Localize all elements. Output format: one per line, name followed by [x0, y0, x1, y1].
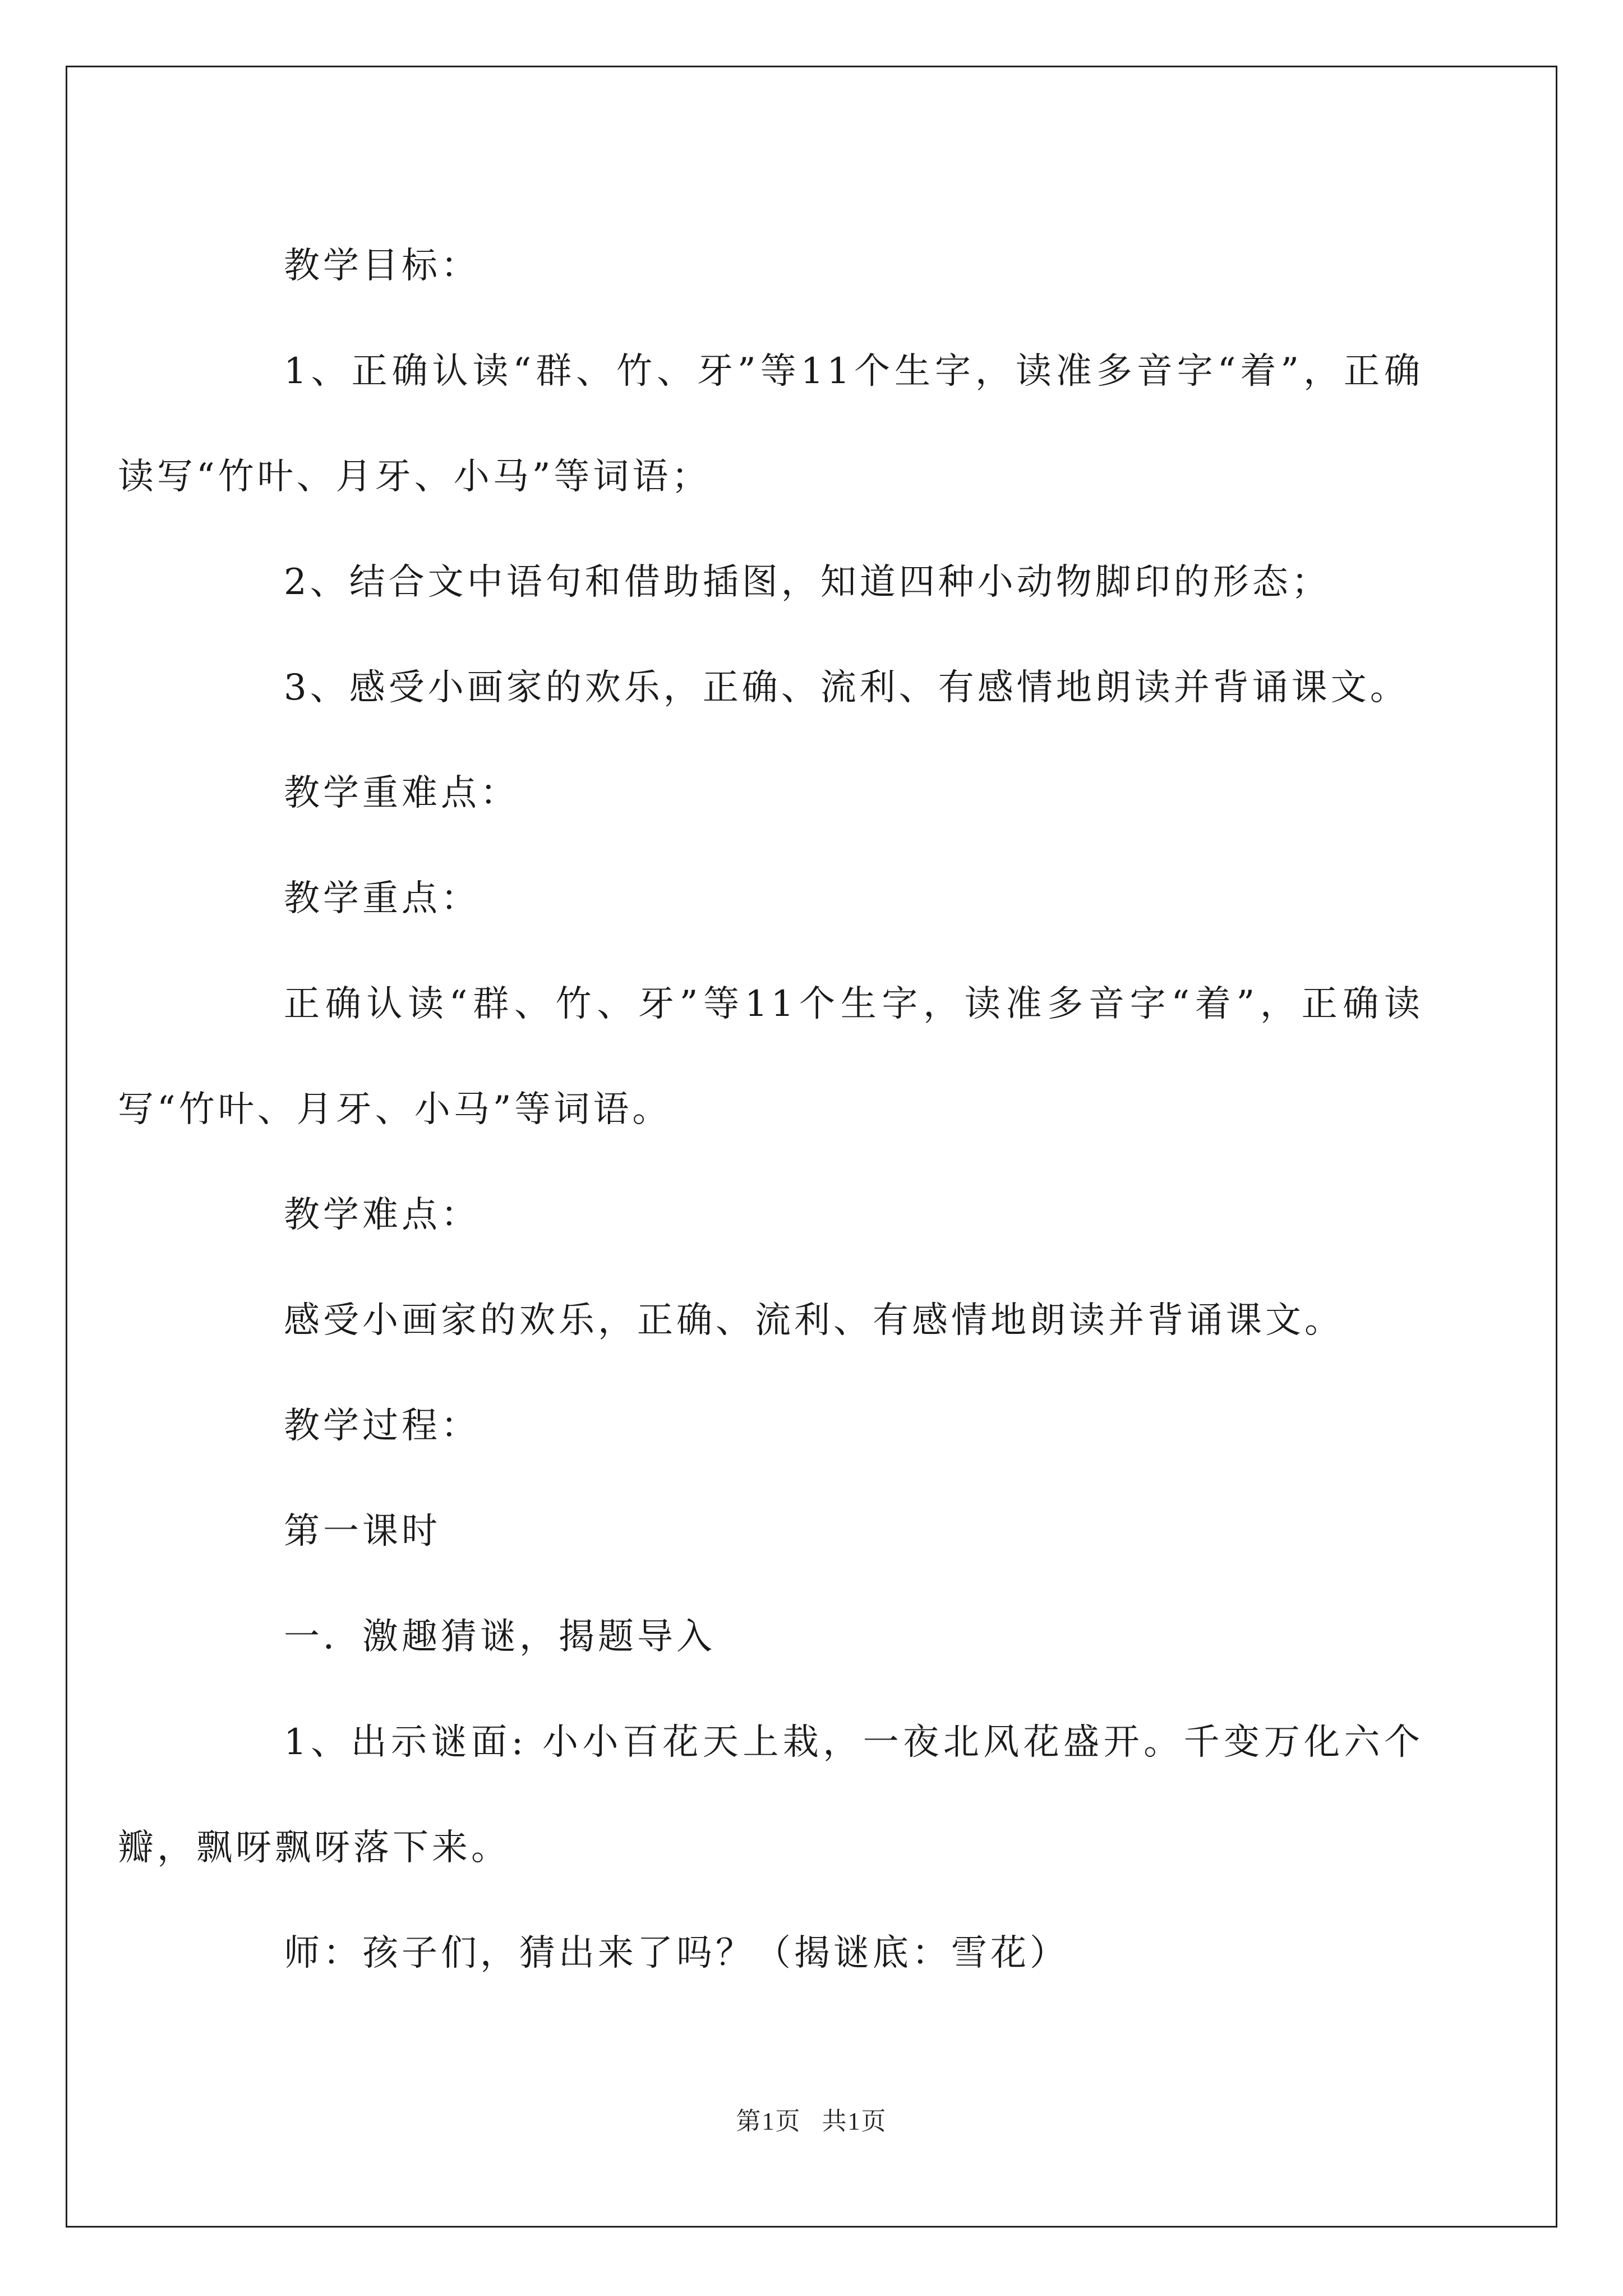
lesson-first-period: 第一课时 [284, 1511, 441, 1552]
heading-key-points: 教学重点： [284, 878, 480, 919]
heading-key-difficult-points: 教学重难点： [284, 772, 519, 814]
document-body [118, 213, 1423, 2006]
goal-item-1: 1、正确认读“群、竹、牙”等11个生字，读准多音字“着”，正确读写“竹叶、月牙、小马”等词语； [118, 351, 1423, 498]
teacher-question: 师：孩子们，猜出来了吗？（揭谜底：雪花） [284, 1932, 1069, 1974]
page-total: 共1页 [822, 2108, 887, 2135]
heading-teaching-process: 教学过程： [284, 1405, 480, 1447]
goal-item-3: 3、感受小画家的欢乐，正确、流利、有感情地朗读并背诵课文。 [284, 667, 1409, 708]
difficult-points-text: 感受小画家的欢乐，正确、流利、有感情地朗读并背诵课文。 [284, 1300, 1344, 1341]
riddle-text: 1、出示谜面: 小小百花天上栽，一夜北风花盛开。千变万化六个瓣，飘呀飘呀落下来。 [118, 1722, 1423, 1869]
page-footer [0, 2101, 1623, 2137]
section-1-title: 一．激趣猜谜，揭题导入 [284, 1616, 716, 1658]
page-current: 第1页 [736, 2108, 801, 2135]
key-points-text: 正确认读“群、竹、牙”等11个生字，读准多音字“着”，正确读写“竹叶、月牙、小马”等词语。 [118, 983, 1423, 1130]
goal-item-2: 2、结合文中语句和借助插图，知道四种小动物脚印的形态； [284, 562, 1331, 603]
heading-teaching-goals: 教学目标： [284, 245, 480, 287]
heading-difficult-points: 教学难点： [284, 1194, 480, 1236]
